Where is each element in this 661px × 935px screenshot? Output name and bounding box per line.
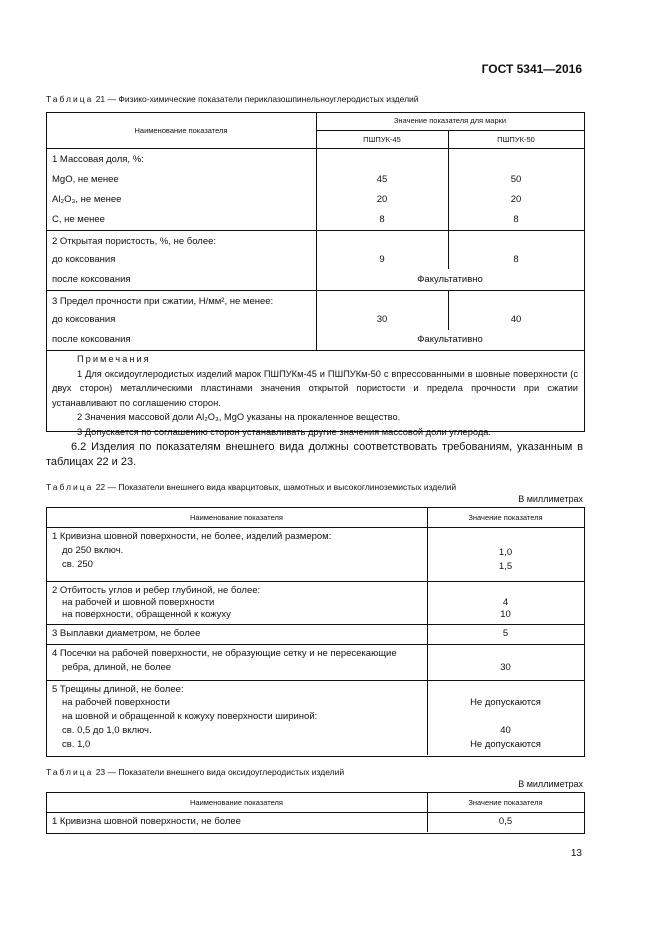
table22-col-name: Наименование показателя <box>190 513 283 522</box>
table21-row-name: Al₂O₃, не менее <box>52 194 122 205</box>
table21-row-name: MgO, не менее <box>52 174 119 185</box>
table22-row-name: на поверхности, обращенной к кожуху <box>62 609 231 620</box>
table21-row-name: до коксования <box>52 254 116 265</box>
table21-row-value: 20 <box>510 194 522 205</box>
table22-row-value: 10 <box>500 609 511 620</box>
table22-row-value: Не допускаются <box>470 697 541 708</box>
table21-row-value: 40 <box>510 314 522 325</box>
page-number: 13 <box>570 848 582 859</box>
table23-row-value: 0,5 <box>498 816 513 827</box>
table22-row-name: 2 Отбитость углов и ребер глубиной, не более: <box>52 585 261 596</box>
table22-col-value: Значение показателя <box>468 513 543 522</box>
table21-col-value: Значение показателя для марки <box>393 116 507 125</box>
table21-row-value: 8 <box>379 214 385 225</box>
table22-row-value: 1,0 <box>498 547 513 558</box>
table21-row-value: 45 <box>376 174 388 185</box>
table21-row-name: после коксования <box>52 274 131 285</box>
table21-row-merged-value: Факультативно <box>417 274 483 285</box>
table22-row-name: 1 Кривизна шовной поверхности, не более, изделий размером: <box>52 531 332 542</box>
table22-row-name: на шовной и обращенной к кожуху поверхности шириной: <box>62 711 318 722</box>
paragraph-6-2: 6.2 Изделия по показателям внешнего вида должны соответствовать требованиям, указанным в таблицах 22 и 23. <box>46 441 583 468</box>
table21-row-value: 30 <box>376 314 388 325</box>
table22-row-value: 5 <box>502 628 509 639</box>
table22-row-name: 3 Выплавки диаметром, не более <box>52 628 201 639</box>
table21-row-name: 2 Открытая пористость, %, не более: <box>52 236 217 247</box>
table22-row-name: св. 1,0 <box>62 739 91 750</box>
table21-row-value: 8 <box>513 254 519 265</box>
table23-col-name: Наименование показателя <box>190 798 283 807</box>
table21-row-value: 8 <box>513 214 519 225</box>
table23-row-name: 1 Кривизна шовной поверхности, не более <box>52 816 241 827</box>
table21-caption: Таблица 21 — Физико-химические показатели периклазошпинельноуглеродистых изделий <box>46 94 419 104</box>
table22-row-value: 30 <box>500 662 511 673</box>
table22-row-name: св. 250 <box>62 559 93 570</box>
standard-header: ГОСТ 5341—2016 <box>481 62 582 76</box>
table21-notes: Примечания 1 Для оксидоуглеродистых изделий марок ПШПУКм-45 и ПШПУКм-50 с впрессованными в шовные поверхности (с двух сторон) металлическими пластинами значения открытой пористости и предела прочности при сжатии устанавливают по соглашению сторон. 2 Значения массовой доли Al₂O₃, MgO указаны на прокаленное вещество. 3 Допускается по соглашению сторон устанавливать другие значения массовой доли углерода. <box>52 354 578 437</box>
table22-row-name: св. 0,5 до 1,0 включ. <box>62 725 152 736</box>
table21-row-value: 50 <box>510 174 522 185</box>
table21-col-name: Наименование показателя <box>134 126 228 135</box>
table21-grade: ПШПУК-50 <box>497 135 535 144</box>
table21-row-value: 9 <box>379 254 385 265</box>
table22-caption: Таблица 22 — Показатели внешнего вида кварцитовых, шамотных и высокоглиноземистых изделий <box>46 482 457 492</box>
table23-units: В миллиметрах <box>518 779 583 789</box>
table22-row-name: 4 Посечки на рабочей поверхности, не образующие сетку и не пересекающие <box>52 648 397 659</box>
table22-row-name: 5 Трещины длиной, не более: <box>52 684 184 695</box>
table21-row-name: после коксования <box>52 334 131 345</box>
table22-row-name: на рабочей и шовной поверхности <box>62 597 215 608</box>
table22-row-name: до 250 включ. <box>62 545 124 556</box>
table22-row-value: 4 <box>502 597 509 608</box>
table21-row-name: 3 Предел прочности при сжатии, Н/мм², не менее: <box>52 296 274 307</box>
table21-row-name: до коксования <box>52 314 116 325</box>
table21-row-value: 20 <box>376 194 388 205</box>
table22-row-value: Не допускаются <box>470 739 541 750</box>
table22-row-value: 40 <box>500 725 511 736</box>
table21-row-name: 1 Массовая доля, %: <box>52 154 144 165</box>
table21-row-name: С, не менее <box>52 214 105 225</box>
table23-col-value: Значение показателя <box>468 798 543 807</box>
table21-row-merged-value: Факультативно <box>417 334 483 345</box>
table22-row-name: ребра, длиной, не более <box>62 662 172 673</box>
table23-caption: Таблица 23 — Показатели внешнего вида оксидоуглеродистых изделий <box>46 767 345 777</box>
table22-units: В миллиметрах <box>518 494 583 504</box>
table22-row-value: 1,5 <box>498 561 513 572</box>
table21-grade: ПШПУК-45 <box>363 135 401 144</box>
table22-row-name: на рабочей поверхности <box>62 697 170 708</box>
